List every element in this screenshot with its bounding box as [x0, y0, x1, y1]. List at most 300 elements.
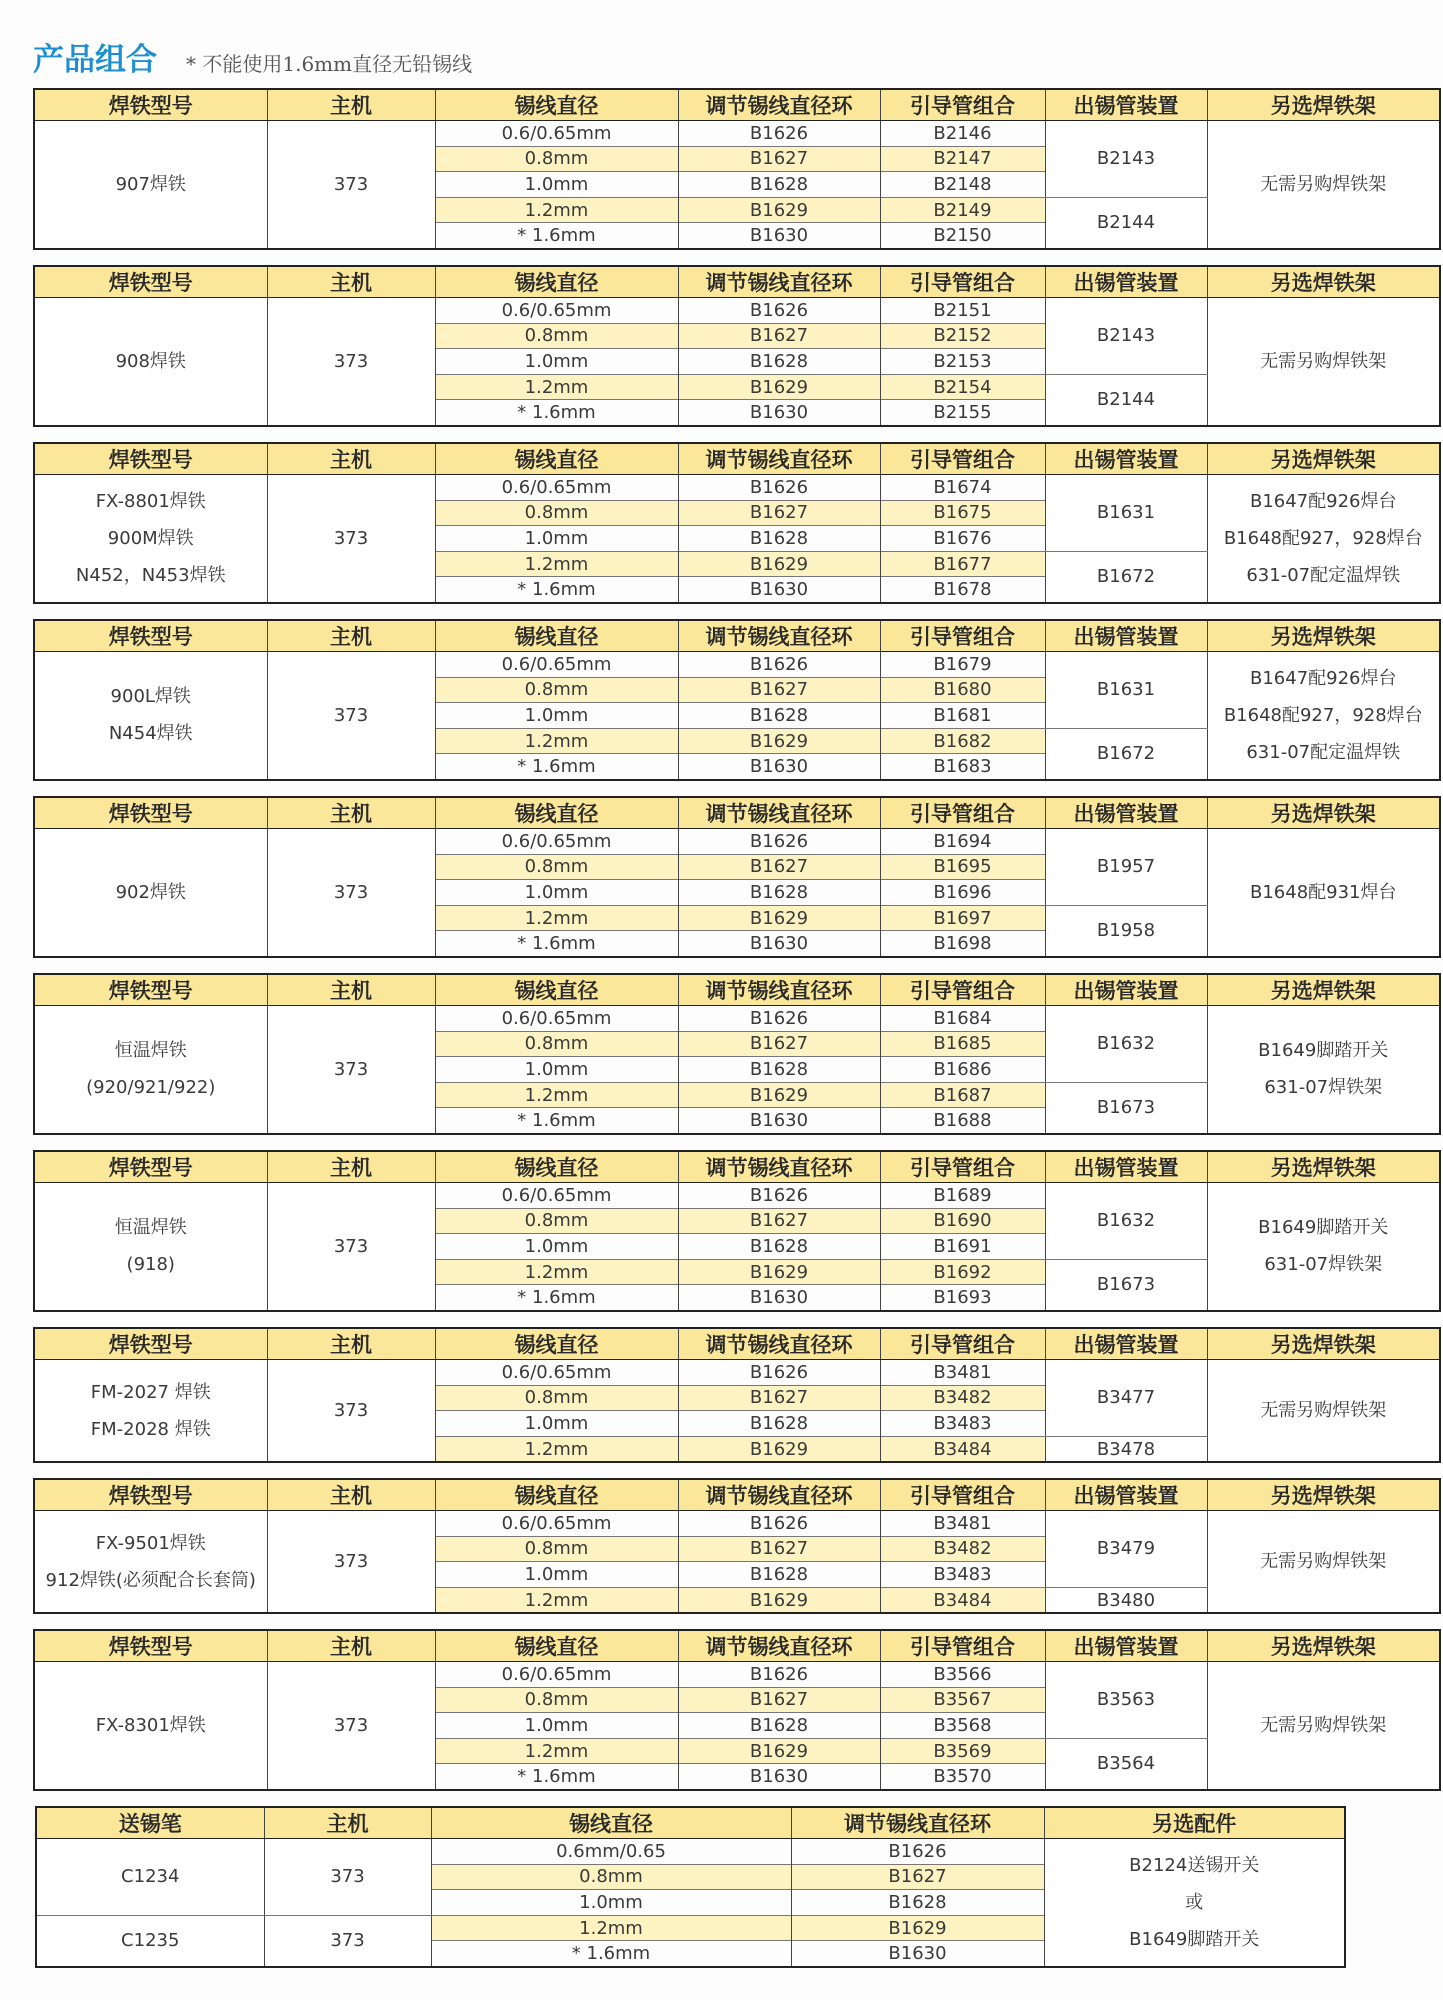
- text-line: N454焊铁: [108, 723, 193, 745]
- column-header: 锡线直径: [435, 797, 678, 829]
- diameter-cell: 0.8mm: [435, 323, 678, 349]
- guide-cell: B3483: [880, 1411, 1045, 1437]
- guide-cell: B1687: [880, 1082, 1045, 1108]
- diameter-cell: 0.6/0.65mm: [435, 1006, 678, 1032]
- outlet-cell: B2144: [1045, 374, 1207, 426]
- column-header: 调节锡线直径环: [678, 443, 880, 475]
- option-cell: [1207, 475, 1440, 603]
- table-row: [36, 1839, 1345, 1865]
- text-line: (920/921/922): [86, 1077, 216, 1099]
- option-cell: [1207, 1360, 1440, 1463]
- model-cell: [34, 1662, 267, 1790]
- column-header: 出锡管装置: [1045, 443, 1207, 475]
- ring-cell: B1628: [678, 1411, 880, 1437]
- header-row: [34, 974, 1440, 1006]
- model-cell: [34, 1511, 267, 1614]
- ring-cell: B1626: [678, 475, 880, 501]
- diameter-cell: 0.6/0.65mm: [435, 1183, 678, 1209]
- page-title: 产品组合: [33, 42, 157, 78]
- ring-cell: B1630: [678, 1285, 880, 1311]
- text-line: 900L焊铁: [110, 686, 191, 708]
- iron-table: [33, 88, 1441, 250]
- outlet-cell: B1631: [1045, 652, 1207, 729]
- diameter-cell: 0.6/0.65mm: [435, 829, 678, 855]
- column-header: 引导管组合: [880, 797, 1045, 829]
- text-line: 无需另购焊铁架: [1260, 173, 1387, 195]
- option-cell: [1207, 1183, 1440, 1311]
- ring-cell: B1629: [678, 374, 880, 400]
- diameter-cell: 1.2mm: [435, 1738, 678, 1764]
- diameter-cell: 0.6/0.65mm: [435, 652, 678, 678]
- column-header: 主机: [267, 1151, 435, 1183]
- column-header: 调节锡线直径环: [678, 1151, 880, 1183]
- guide-cell: B1677: [880, 551, 1045, 577]
- text-line: B1648配927，928焊台: [1223, 527, 1423, 549]
- guide-cell: B3569: [880, 1738, 1045, 1764]
- column-header: 引导管组合: [880, 1328, 1045, 1360]
- outlet-cell: B3479: [1045, 1511, 1207, 1588]
- guide-cell: B3483: [880, 1562, 1045, 1588]
- ring-cell: B1630: [678, 1764, 880, 1790]
- outlet-cell: B2143: [1045, 121, 1207, 198]
- ring-cell: B1629: [678, 1259, 880, 1285]
- column-header: 主机: [267, 89, 435, 121]
- column-header: 另选配件: [1044, 1807, 1345, 1839]
- guide-cell: B2149: [880, 197, 1045, 223]
- guide-cell: B1696: [880, 880, 1045, 906]
- column-header: 调节锡线直径环: [678, 974, 880, 1006]
- option-cell: [1207, 1511, 1440, 1614]
- text-line: FX-9501焊铁: [95, 1532, 206, 1554]
- guide-cell: B2151: [880, 298, 1045, 324]
- column-header: 锡线直径: [435, 1479, 678, 1511]
- column-header: 引导管组合: [880, 974, 1045, 1006]
- text-line: 无需另购焊铁架: [1260, 1714, 1387, 1736]
- ring-cell: B1629: [678, 551, 880, 577]
- diameter-cell: * 1.6mm: [435, 1108, 678, 1134]
- ring-cell: B1628: [678, 1713, 880, 1739]
- iron-table: [33, 973, 1441, 1135]
- model-cell: [34, 121, 267, 249]
- guide-cell: B1689: [880, 1183, 1045, 1209]
- column-header: 调节锡线直径环: [678, 89, 880, 121]
- diameter-cell: 1.0mm: [435, 1234, 678, 1260]
- diameter-cell: * 1.6mm: [435, 1764, 678, 1790]
- guide-cell: B1690: [880, 1208, 1045, 1234]
- host-cell: 373: [267, 1006, 435, 1134]
- column-header: 引导管组合: [880, 1479, 1045, 1511]
- model-cell: [34, 1006, 267, 1134]
- iron-table: [33, 619, 1441, 781]
- ring-cell: B1628: [678, 880, 880, 906]
- iron-table: [33, 1150, 1441, 1312]
- column-header: 引导管组合: [880, 266, 1045, 298]
- column-header: 另选焊铁架: [1207, 1479, 1440, 1511]
- ring-cell: B1627: [678, 1385, 880, 1411]
- ring-cell: B1627: [791, 1864, 1044, 1890]
- guide-cell: B1692: [880, 1259, 1045, 1285]
- column-header: 引导管组合: [880, 89, 1045, 121]
- outlet-cell: B1632: [1045, 1006, 1207, 1083]
- column-header: 焊铁型号: [34, 1151, 267, 1183]
- ring-cell: B1629: [678, 905, 880, 931]
- header-row: [34, 443, 1440, 475]
- outlet-cell: B1672: [1045, 551, 1207, 603]
- column-header: 锡线直径: [435, 443, 678, 475]
- diameter-cell: * 1.6mm: [435, 223, 678, 249]
- diameter-cell: 0.8mm: [435, 500, 678, 526]
- guide-cell: B2147: [880, 146, 1045, 172]
- host-cell: 373: [267, 1360, 435, 1463]
- host-cell: 373: [267, 1662, 435, 1790]
- column-header: 锡线直径: [435, 1630, 678, 1662]
- diameter-cell: 1.0mm: [435, 880, 678, 906]
- diameter-cell: 1.0mm: [435, 1562, 678, 1588]
- diameter-cell: 0.6/0.65mm: [435, 1511, 678, 1537]
- header-row: [34, 1630, 1440, 1662]
- column-header: 调节锡线直径环: [678, 1479, 880, 1511]
- option-cell: [1207, 298, 1440, 426]
- outlet-cell: B2143: [1045, 298, 1207, 375]
- ring-cell: B1630: [678, 400, 880, 426]
- table-row: [34, 1511, 1440, 1537]
- text-line: B1647配926焊台: [1249, 490, 1397, 512]
- guide-cell: B2148: [880, 172, 1045, 198]
- guide-cell: B3567: [880, 1687, 1045, 1713]
- column-header: 主机: [267, 1630, 435, 1662]
- ring-cell: B1628: [678, 526, 880, 552]
- guide-cell: B1695: [880, 854, 1045, 880]
- column-header: 另选焊铁架: [1207, 443, 1440, 475]
- guide-cell: B1681: [880, 703, 1045, 729]
- text-line: 900M焊铁: [107, 527, 194, 549]
- column-header: 引导管组合: [880, 1630, 1045, 1662]
- text-line: B1649脚踏开关: [1129, 1928, 1260, 1950]
- host-cell: 373: [267, 829, 435, 957]
- text-line: 或: [1185, 1891, 1204, 1913]
- ring-cell: B1627: [678, 146, 880, 172]
- guide-cell: B1682: [880, 728, 1045, 754]
- ring-cell: B1626: [678, 829, 880, 855]
- header-row: [36, 1807, 1345, 1839]
- text-line: B1649脚踏开关: [1258, 1040, 1389, 1062]
- option-cell: [1207, 1662, 1440, 1790]
- diameter-cell: 1.2mm: [431, 1915, 791, 1941]
- column-header: 出锡管装置: [1045, 266, 1207, 298]
- diameter-cell: * 1.6mm: [435, 400, 678, 426]
- ring-cell: B1626: [678, 298, 880, 324]
- ring-cell: B1629: [678, 728, 880, 754]
- model-cell: [34, 1183, 267, 1311]
- text-line: FX-8301焊铁: [95, 1714, 206, 1736]
- column-header: 调节锡线直径环: [791, 1807, 1044, 1839]
- ring-cell: B1626: [678, 1511, 880, 1537]
- diameter-cell: 1.2mm: [435, 197, 678, 223]
- outlet-cell: B3564: [1045, 1738, 1207, 1790]
- text-line: 无需另购焊铁架: [1260, 1400, 1387, 1422]
- column-header: 出锡管装置: [1045, 1328, 1207, 1360]
- column-header: 出锡管装置: [1045, 1630, 1207, 1662]
- table-row: [34, 1360, 1440, 1386]
- diameter-cell: 1.2mm: [435, 1259, 678, 1285]
- host-cell: 373: [267, 475, 435, 603]
- pen-table: [35, 1806, 1346, 1968]
- ring-cell: B1626: [678, 1360, 880, 1386]
- guide-cell: B1675: [880, 500, 1045, 526]
- guide-cell: B2153: [880, 349, 1045, 375]
- diameter-cell: 0.6/0.65mm: [435, 1662, 678, 1688]
- diameter-cell: 1.2mm: [435, 374, 678, 400]
- text-line: B2124送锡开关: [1129, 1854, 1260, 1876]
- ring-cell: B1626: [791, 1839, 1044, 1865]
- ring-cell: B1627: [678, 854, 880, 880]
- text-line: 631-07焊铁架: [1264, 1254, 1383, 1276]
- outlet-cell: B1673: [1045, 1259, 1207, 1311]
- iron-table: [33, 1478, 1441, 1614]
- diameter-cell: 1.0mm: [435, 172, 678, 198]
- header-row: [34, 89, 1440, 121]
- column-header: 引导管组合: [880, 443, 1045, 475]
- ring-cell: B1627: [678, 500, 880, 526]
- ring-cell: B1630: [678, 754, 880, 780]
- column-header: 锡线直径: [435, 89, 678, 121]
- column-header: 锡线直径: [435, 1328, 678, 1360]
- guide-cell: B1676: [880, 526, 1045, 552]
- ring-cell: B1628: [678, 1562, 880, 1588]
- column-header: 出锡管装置: [1045, 974, 1207, 1006]
- text-line: 907焊铁: [115, 173, 186, 195]
- text-line: FM-2028 焊铁: [90, 1418, 211, 1440]
- guide-cell: B1685: [880, 1031, 1045, 1057]
- iron-table: [33, 442, 1441, 604]
- guide-cell: B3481: [880, 1360, 1045, 1386]
- ring-cell: B1626: [678, 1183, 880, 1209]
- column-header: 另选焊铁架: [1207, 1630, 1440, 1662]
- guide-cell: B1691: [880, 1234, 1045, 1260]
- text-line: FX-8801焊铁: [95, 490, 206, 512]
- diameter-cell: 0.8mm: [435, 1536, 678, 1562]
- model-cell: [34, 829, 267, 957]
- column-header: 焊铁型号: [34, 974, 267, 1006]
- ring-cell: B1629: [678, 1436, 880, 1462]
- diameter-cell: 0.6/0.65mm: [435, 475, 678, 501]
- diameter-cell: 0.8mm: [435, 677, 678, 703]
- column-header: 主机: [264, 1807, 431, 1839]
- ring-cell: B1627: [678, 677, 880, 703]
- column-header: 出锡管装置: [1045, 797, 1207, 829]
- diameter-cell: 0.8mm: [435, 1208, 678, 1234]
- text-line: 无需另购焊铁架: [1260, 1551, 1387, 1573]
- text-line: 631-07焊铁架: [1264, 1077, 1383, 1099]
- column-header: 主机: [267, 1328, 435, 1360]
- host-cell: 373: [264, 1839, 431, 1916]
- text-line: B1648配931焊台: [1249, 881, 1397, 903]
- column-header: 调节锡线直径环: [678, 1630, 880, 1662]
- outlet-cell: B3480: [1045, 1587, 1207, 1613]
- option-cell: [1044, 1839, 1345, 1967]
- header-row: [34, 266, 1440, 298]
- guide-cell: B2154: [880, 374, 1045, 400]
- column-header: 主机: [267, 443, 435, 475]
- column-header: 另选焊铁架: [1207, 1151, 1440, 1183]
- column-header: 主机: [267, 974, 435, 1006]
- text-line: FM-2027 焊铁: [90, 1381, 211, 1403]
- column-header: 主机: [267, 797, 435, 829]
- column-header: 送锡笔: [36, 1807, 264, 1839]
- guide-cell: B1674: [880, 475, 1045, 501]
- ring-cell: B1627: [678, 1208, 880, 1234]
- guide-cell: B1698: [880, 931, 1045, 957]
- diameter-cell: * 1.6mm: [435, 754, 678, 780]
- ring-cell: B1629: [678, 1082, 880, 1108]
- ring-cell: B1630: [678, 577, 880, 603]
- guide-cell: B3484: [880, 1436, 1045, 1462]
- column-header: 引导管组合: [880, 620, 1045, 652]
- pen-model-cell: C1235: [36, 1915, 264, 1967]
- diameter-cell: 0.8mm: [435, 854, 678, 880]
- outlet-cell: B1631: [1045, 475, 1207, 552]
- diameter-cell: 0.8mm: [435, 1385, 678, 1411]
- diameter-cell: 0.8mm: [435, 146, 678, 172]
- diameter-cell: 1.0mm: [435, 349, 678, 375]
- pen-model-cell: C1234: [36, 1839, 264, 1916]
- option-cell: [1207, 829, 1440, 957]
- column-header: 主机: [267, 620, 435, 652]
- ring-cell: B1626: [678, 1662, 880, 1688]
- column-header: 焊铁型号: [34, 620, 267, 652]
- guide-cell: B2150: [880, 223, 1045, 249]
- text-line: B1649脚踏开关: [1258, 1217, 1389, 1239]
- column-header: 另选焊铁架: [1207, 974, 1440, 1006]
- column-header: 引导管组合: [880, 1151, 1045, 1183]
- host-cell: 373: [267, 298, 435, 426]
- header-row: [34, 1328, 1440, 1360]
- guide-cell: B3482: [880, 1536, 1045, 1562]
- ring-cell: B1630: [678, 1108, 880, 1134]
- column-header: 出锡管装置: [1045, 620, 1207, 652]
- ring-cell: B1629: [678, 1587, 880, 1613]
- guide-cell: B2155: [880, 400, 1045, 426]
- text-line: B1648配927，928焊台: [1223, 704, 1423, 726]
- table-row: [34, 475, 1440, 501]
- model-cell: [34, 1360, 267, 1463]
- column-header: 调节锡线直径环: [678, 620, 880, 652]
- column-header: 另选焊铁架: [1207, 620, 1440, 652]
- diameter-cell: 0.8mm: [431, 1864, 791, 1890]
- guide-cell: B2152: [880, 323, 1045, 349]
- guide-cell: B3484: [880, 1587, 1045, 1613]
- ring-cell: B1629: [678, 197, 880, 223]
- column-header: 另选焊铁架: [1207, 89, 1440, 121]
- text-line: 631-07配定温焊铁: [1246, 564, 1401, 586]
- diameter-cell: * 1.6mm: [435, 1285, 678, 1311]
- host-cell: 373: [267, 1183, 435, 1311]
- host-cell: 373: [267, 121, 435, 249]
- diameter-cell: 1.2mm: [435, 728, 678, 754]
- text-line: 908焊铁: [115, 350, 186, 372]
- column-header: 焊铁型号: [34, 1328, 267, 1360]
- header-row: [34, 1151, 1440, 1183]
- diameter-cell: 1.2mm: [435, 551, 678, 577]
- diameter-cell: 0.8mm: [435, 1031, 678, 1057]
- diameter-cell: 0.6/0.65mm: [435, 121, 678, 147]
- iron-table: [33, 1629, 1441, 1791]
- diameter-cell: 1.0mm: [431, 1890, 791, 1916]
- guide-cell: B1694: [880, 829, 1045, 855]
- outlet-cell: B3478: [1045, 1436, 1207, 1462]
- column-header: 焊铁型号: [34, 443, 267, 475]
- table-row: [34, 121, 1440, 147]
- text-line: 631-07配定温焊铁: [1246, 741, 1401, 763]
- host-cell: 373: [267, 652, 435, 780]
- column-header: 出锡管装置: [1045, 89, 1207, 121]
- diameter-cell: 1.2mm: [435, 1082, 678, 1108]
- table-row: [34, 1183, 1440, 1209]
- table-row: [34, 298, 1440, 324]
- ring-cell: B1630: [791, 1941, 1044, 1967]
- outlet-cell: B3563: [1045, 1662, 1207, 1739]
- iron-table: [33, 1327, 1441, 1463]
- header-row: [34, 620, 1440, 652]
- ring-cell: B1629: [678, 1738, 880, 1764]
- ring-cell: B1628: [678, 172, 880, 198]
- outlet-cell: B3477: [1045, 1360, 1207, 1437]
- option-cell: [1207, 121, 1440, 249]
- ring-cell: B1628: [678, 349, 880, 375]
- model-cell: [34, 475, 267, 603]
- column-header: 锡线直径: [435, 974, 678, 1006]
- diameter-cell: 1.0mm: [435, 526, 678, 552]
- diameter-cell: * 1.6mm: [435, 931, 678, 957]
- column-header: 另选焊铁架: [1207, 797, 1440, 829]
- text-line: 902焊铁: [115, 881, 186, 903]
- guide-cell: B3566: [880, 1662, 1045, 1688]
- guide-cell: B3568: [880, 1713, 1045, 1739]
- column-header: 出锡管装置: [1045, 1151, 1207, 1183]
- header-row: [34, 797, 1440, 829]
- diameter-cell: 1.0mm: [435, 1057, 678, 1083]
- diameter-cell: 1.0mm: [435, 1411, 678, 1437]
- diameter-cell: * 1.6mm: [431, 1941, 791, 1967]
- diameter-cell: 0.6/0.65mm: [435, 1360, 678, 1386]
- text-line: 恒温焊铁: [114, 1040, 187, 1062]
- guide-cell: B3570: [880, 1764, 1045, 1790]
- column-header: 出锡管装置: [1045, 1479, 1207, 1511]
- column-header: 焊铁型号: [34, 1630, 267, 1662]
- outlet-cell: B1673: [1045, 1082, 1207, 1134]
- guide-cell: B1693: [880, 1285, 1045, 1311]
- diameter-cell: 0.6/0.65mm: [435, 298, 678, 324]
- outlet-cell: B2144: [1045, 197, 1207, 249]
- outlet-cell: B1957: [1045, 829, 1207, 906]
- ring-cell: B1628: [678, 703, 880, 729]
- ring-cell: B1630: [678, 223, 880, 249]
- diameter-cell: 1.2mm: [435, 905, 678, 931]
- ring-cell: B1626: [678, 121, 880, 147]
- iron-table: [33, 796, 1441, 958]
- ring-cell: B1629: [791, 1915, 1044, 1941]
- outlet-cell: B1672: [1045, 728, 1207, 780]
- table-row: [34, 1006, 1440, 1032]
- diameter-cell: 1.2mm: [435, 1587, 678, 1613]
- option-cell: [1207, 1006, 1440, 1134]
- option-cell: [1207, 652, 1440, 780]
- guide-cell: B1678: [880, 577, 1045, 603]
- table-row: [34, 829, 1440, 855]
- ring-cell: B1627: [678, 1031, 880, 1057]
- text-line: B1647配926焊台: [1249, 667, 1397, 689]
- column-header: 锡线直径: [435, 1151, 678, 1183]
